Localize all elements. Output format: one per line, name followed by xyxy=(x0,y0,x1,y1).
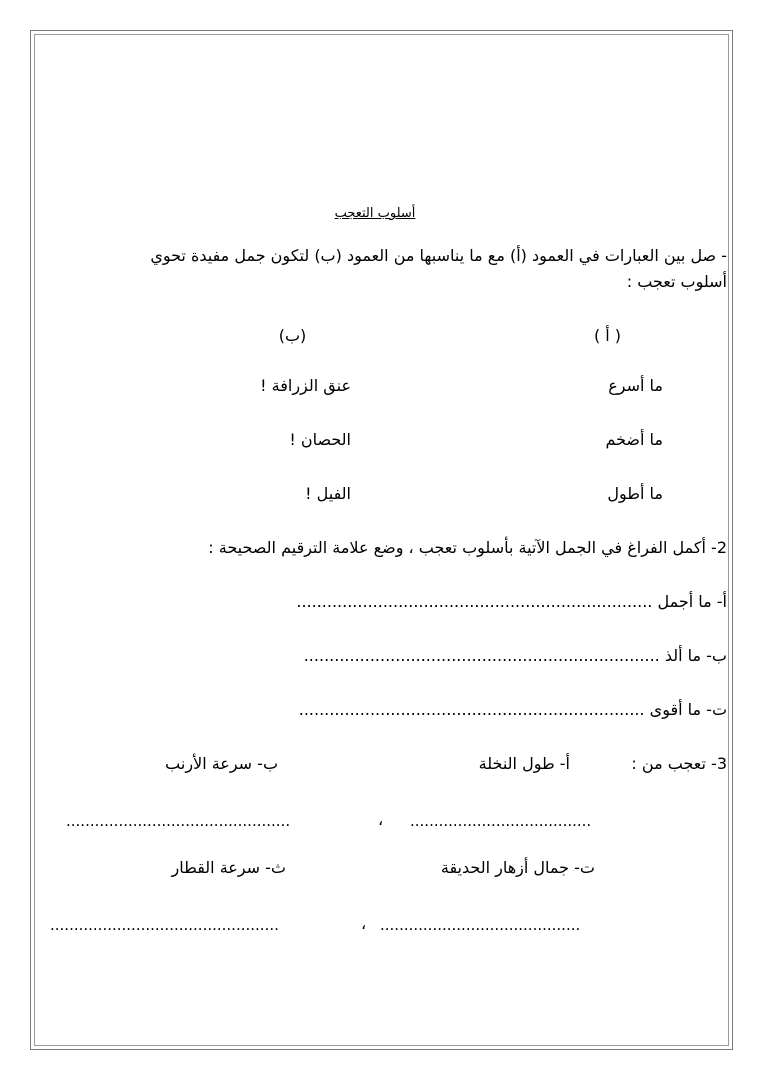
column-b-item[interactable]: الحصان ! xyxy=(289,430,351,449)
column-a-header: ( أ ) xyxy=(593,326,622,345)
answer-blank[interactable]: ............................................... xyxy=(66,812,291,830)
column-b-item[interactable]: عنق الزرافة ! xyxy=(260,376,351,395)
comma-separator: ، xyxy=(378,810,384,829)
column-a-item[interactable]: ما أطول xyxy=(607,484,663,503)
column-a-item[interactable]: ما أسرع xyxy=(608,376,663,395)
question2-fill-item[interactable]: ت- ما أقوى .................................................................... xyxy=(298,700,727,719)
answer-blank[interactable]: ...................................... xyxy=(410,812,592,830)
comma-separator: ، xyxy=(361,914,367,933)
question2-fill-item[interactable]: أ- ما أجمل ...................................................................... xyxy=(296,592,727,611)
worksheet-title: أسلوب التعجب xyxy=(334,206,416,221)
question2-header: 2- أكمل الفراغ في الجمل الآتية بأسلوب تعجب ، وضع علامة الترقيم الصحيحة : xyxy=(208,538,727,557)
question3-item-a: أ- طول النخلة xyxy=(478,754,570,773)
question3-item-c: ت- جمال أزهار الحديقة xyxy=(440,858,595,877)
question3-item-d: ث- سرعة القطار xyxy=(171,858,286,877)
answer-blank[interactable]: ................................................ xyxy=(50,916,279,934)
column-a-item[interactable]: ما أضخم xyxy=(605,430,663,449)
answer-blank[interactable]: .......................................... xyxy=(380,916,581,934)
question2-fill-item[interactable]: ب- ما ألذ ...................................................................... xyxy=(303,646,727,665)
question3-label: 3- تعجب من : xyxy=(631,754,727,773)
question1-instruction-line1: - صل بين العبارات في العمود (أ) مع ما يناسبها من العمود (ب) لتكون جمل مفيدة تحوي xyxy=(150,246,727,265)
column-b-item[interactable]: الفيل ! xyxy=(305,484,351,503)
question3-item-b: ب- سرعة الأرنب xyxy=(165,754,278,773)
question1-instruction-line2: أسلوب تعجب : xyxy=(626,272,727,291)
column-b-header: (ب) xyxy=(278,326,307,345)
